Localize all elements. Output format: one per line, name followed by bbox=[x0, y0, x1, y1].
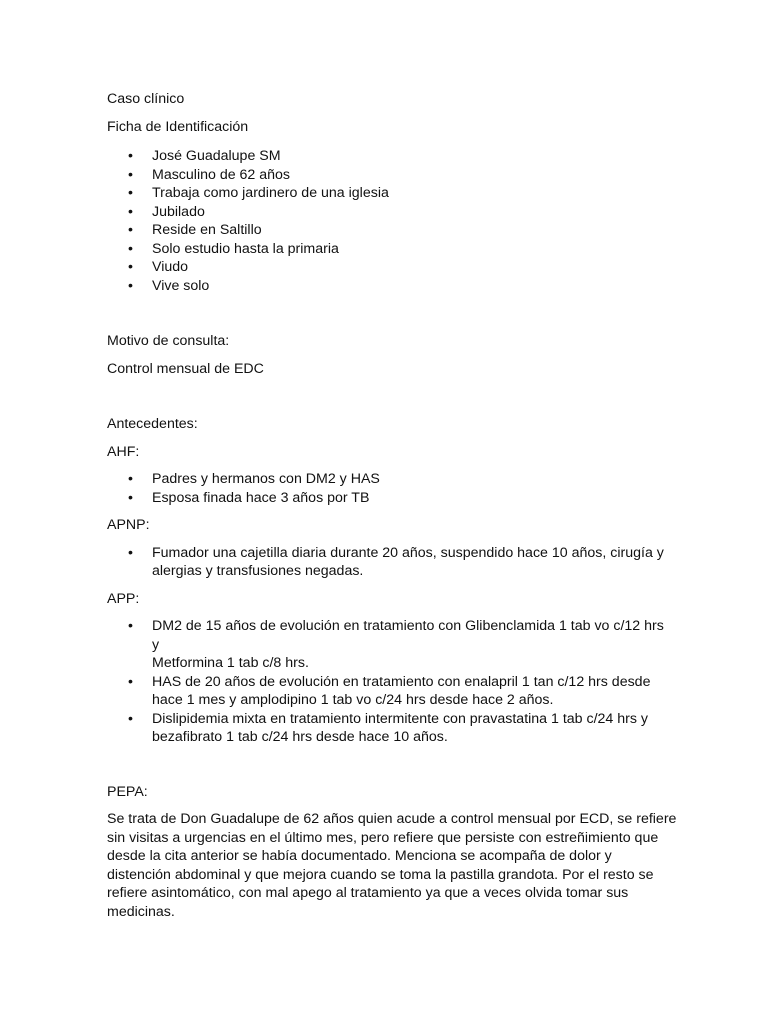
list-item: • Jubilado bbox=[128, 203, 205, 220]
list-item: • Fumador una cajetilla diaria durante 20 años, suspendido hace 10 años, cirugía y alergias y transfusiones negadas. bbox=[128, 544, 664, 579]
antecedentes-heading: Antecedentes: bbox=[107, 416, 198, 432]
app-list bbox=[107, 617, 667, 747]
paragraph-line: desde la cita anterior se había documentado. Menciona se acompaña de dolor y bbox=[107, 848, 612, 864]
bullet-icon: • bbox=[128, 259, 133, 275]
bullet-icon: • bbox=[128, 489, 133, 506]
ahf-heading: AHF: bbox=[107, 443, 140, 460]
document-title: Caso clínico bbox=[107, 91, 185, 107]
list-item: • Vive solo bbox=[128, 277, 210, 294]
motivo-heading: Motivo de consulta: bbox=[107, 333, 230, 349]
list-item: • José Guadalupe SM bbox=[128, 148, 281, 164]
paragraph-line: medicinas. bbox=[107, 903, 175, 920]
paragraph-line: Se trata de Don Guadalupe de 62 años quien acude a control mensual por ECD, se refiere bbox=[107, 811, 677, 827]
list-item: • Esposa finada hace 3 años por TB bbox=[128, 489, 370, 506]
list-item: • Solo estudio hasta la primaria bbox=[128, 240, 339, 257]
bullet-icon: • bbox=[128, 240, 133, 257]
bullet-icon: • bbox=[128, 148, 133, 164]
ficha-heading: Ficha de Identificación bbox=[107, 118, 249, 135]
list-item: • Dislipidemia mixta en tratamiento intermitente con pravastatina 1 tab c/24 hrs y bezafibrato 1 tab c/24 hrs desde hace 10 años. bbox=[128, 710, 649, 745]
list-item: • Padres y hermanos con DM2 y HAS bbox=[128, 471, 380, 487]
bullet-icon: • bbox=[128, 277, 133, 294]
motivo-text: Control mensual de EDC bbox=[107, 360, 264, 377]
paragraph-line: sin visitas a urgencias en el último mes, pero refiere que persiste con estreñimiento que bbox=[107, 829, 659, 846]
document-page bbox=[107, 90, 677, 921]
bullet-icon: • bbox=[128, 673, 133, 690]
paragraph-line: distención abdominal y que mejora cuando se toma la pastilla grandota. Por el resto se bbox=[107, 866, 654, 883]
bullet-icon: • bbox=[128, 544, 133, 561]
ficha-list bbox=[107, 147, 667, 295]
ahf-list bbox=[107, 470, 667, 507]
apnp-list bbox=[107, 544, 667, 581]
bullet-icon: • bbox=[128, 185, 133, 201]
pepa-heading: PEPA: bbox=[107, 783, 148, 800]
list-item: • Masculino de 62 años bbox=[128, 166, 291, 183]
list-item: • Trabaja como jardinero de una iglesia bbox=[128, 185, 389, 201]
apnp-heading: APNP: bbox=[107, 517, 150, 533]
bullet-icon: • bbox=[128, 222, 133, 238]
list-item: • Viudo bbox=[128, 259, 189, 275]
list-item: • DM2 de 15 años de evolución en tratamiento con Glibenclamida 1 tab vo c/12 hrs y Metformina 1 tab c/8 hrs. bbox=[128, 618, 664, 671]
bullet-icon: • bbox=[128, 166, 133, 183]
bullet-icon: • bbox=[128, 710, 133, 727]
bullet-icon: • bbox=[128, 618, 133, 634]
list-item: • Reside en Saltillo bbox=[128, 222, 262, 238]
list-item: • HAS de 20 años de evolución en tratamiento con enalapril 1 tan c/12 hrs desde hace 1 mes y amplodipino 1 tab vo c/24 hrs desde hace 2 años. bbox=[128, 673, 651, 708]
bullet-icon: • bbox=[128, 471, 133, 487]
pepa-paragraph bbox=[107, 810, 677, 921]
bullet-icon: • bbox=[128, 203, 133, 220]
app-heading: APP: bbox=[107, 590, 140, 607]
paragraph-line: refiere asintomático, con mal apego al tratamiento ya que a veces olvida tomar sus bbox=[107, 885, 629, 901]
